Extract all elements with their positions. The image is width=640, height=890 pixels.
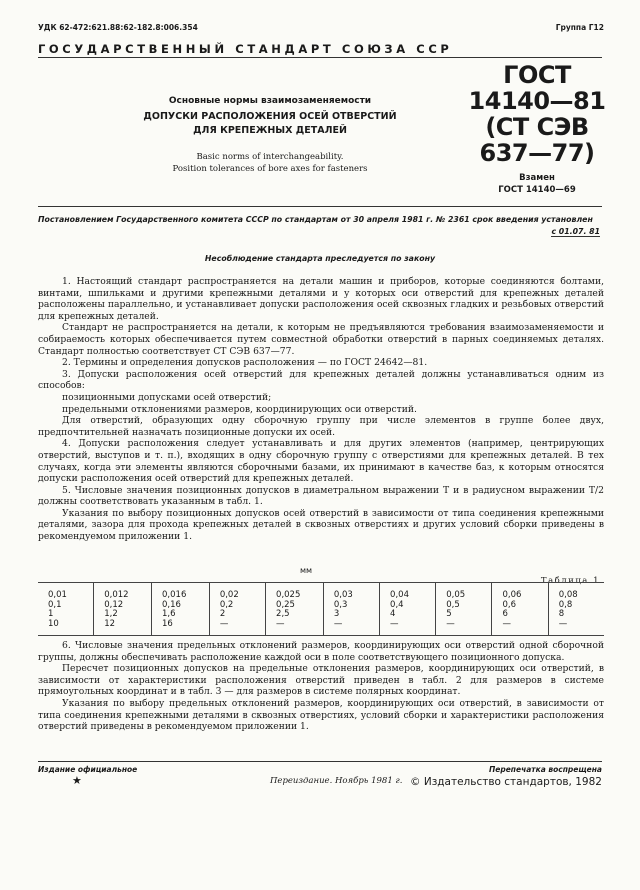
cell-value: — [333,618,343,629]
gost-line: 637—77) [479,139,595,167]
main-text-continued [38,640,604,733]
paragraph: Стандарт не распространяется на детали, к которым не предъявляются требования взаимозаменяемости и собираемость которых обеспечивается путем совместной обработки отверстий в парных соединяемых деталях. Стандарт полностью соответствует СТ СЭВ 637—77. [38,322,604,357]
cell-value: 10 [48,618,59,629]
cell-value: 0,01 [48,590,67,600]
cell-value: 12 [104,618,116,629]
decree-text: Постановлением Государственного комитета СССР по стандартам от 30 апреля 1981 г. № 2361 срок введения установлен [38,215,593,224]
paragraph: Пересчет позиционных допусков на предельные отклонения размеров, координирующих оси отверстий, в зависимости от характеристики расположения отверстий приведен в табл. 2 для размеров в системе прямоугольных координат и в табл. 3 — для размеров в системе полярных координат. [38,663,604,698]
cell-value: — [390,618,399,629]
paragraph: 1. Настоящий стандарт распространяется на детали машин и приборов, которые соединяются болтами, винтами, шпильками и другими крепежными деталями и у которых оси отверстий для крепежных деталей расположены параллельно, и устанавливает допуски расположения осей сквозных гладких и резьбовых отверстий для крепежных деталей. [38,276,604,322]
group-code: Группа Г12 [555,23,604,32]
table-row [38,583,604,636]
table-cell [492,583,548,636]
cell-value: 0,4 [390,599,404,610]
paragraph: Для отверстий, образующих одну сборочную группу при числе элементов в группе более двух, предпочтительней назначать позиционные допуски их осей. [38,415,604,438]
subtitle: Основные нормы взаимозаменяемости [168,96,372,106]
cell-value: — [219,618,229,629]
cell-value: 1,6 [162,609,176,619]
cell-value: 4 [390,609,396,619]
paragraph: 4. Допуски расположения следует устанавливать и для других элементов (например, центрирующих отверстий, выступов и т. п.), входящих в одну сборочную группу с отверстиями для крепежных деталей. В тех случаях, когда эти элементы являются сборочными базами, их принимают в качестве баз, к которым относятся допуски расположения осей отверстий для крепежных деталей. [38,438,604,485]
cell-value: 0,5 [446,599,460,610]
tolerance-table [38,582,604,636]
cell-value: 0,08 [558,590,578,600]
cell-value: 0,016 [162,590,187,600]
title-line: ДОПУСКИ РАСПОЛОЖЕНИЯ ОСЕЙ ОТВЕРСТИЙ [143,111,397,122]
cell-value: 0,025 [276,590,301,600]
cell-value: 0,12 [104,599,124,610]
divider [38,206,602,207]
english-title-line: Basic norms of interchangeability. [196,152,344,162]
english-title-line: Position tolerances of bore axes for fasteners [172,164,368,174]
effective-date: с 01.07. 81 [551,227,600,236]
reprint-prohibited: Перепечатка воспрещена [488,765,602,774]
replaces-note [462,172,612,196]
cell-value: 0,1 [48,599,62,610]
table-cell [436,583,492,636]
paragraph: 5. Числовые значения позиционных допусков в диаметральном выражении Т и в радиусном выражении Т/2 должны соответствовать указанным в табл. 1. [38,484,604,508]
cell-value: 1,2 [104,609,118,619]
cell-value: 0,3 [333,599,348,610]
table-cell [94,583,152,636]
star-icon: ★ [72,774,82,787]
english-title [120,151,420,175]
table-cell [38,583,94,636]
cell-value: 0,012 [104,590,129,600]
main-text [38,276,604,543]
title-line: ДЛЯ КРЕПЕЖНЫХ ДЕТАЛЕЙ [193,125,347,136]
divider [38,57,602,58]
table-cell [209,583,265,636]
cell-value: 0,2 [219,599,234,610]
replaces-standard: ГОСТ 14140—69 [498,185,576,195]
paragraph: позиционными допусками осей отверстий; [62,391,272,403]
reissue-note: Переиздание. Ноябрь 1981 г. [270,776,403,786]
cell-value: 1 [48,609,54,619]
cell-value: 0,16 [162,599,181,610]
cell-value: 0,04 [390,590,409,600]
cell-value: 16 [162,618,173,629]
table-unit: мм [300,566,313,575]
table-title: Таблица 1 [540,576,600,586]
paragraph: предельными отклонениями размеров, координирующих оси отверстий. [62,403,417,415]
table-cell [152,583,210,636]
table-cell [548,583,604,636]
cell-value: — [502,618,511,629]
udk-code: УДК 62-472:621.88:62-182.8:006.354 [38,23,198,32]
replaces-label: Взамен [519,173,555,183]
table-cell [266,583,324,636]
cell-value: 0,25 [276,599,295,610]
cell-value: 5 [446,609,452,619]
cell-value: 2 [219,609,226,619]
document-title [120,110,420,138]
paragraph: 6. Числовые значения предельных отклонений размеров, координирующих оси отверстий одной сборочной группы, должны обеспечивать расположение каждой оси в поле соответствующего позиционного допуска. [38,640,604,663]
divider [38,761,602,762]
cell-value: 6 [502,609,508,619]
gost-line: 14140—81 [468,87,606,115]
cell-value: 2,5 [276,609,290,619]
cell-value: 0,06 [502,590,522,600]
paragraph: Указания по выбору позиционных допусков осей отверстий в зависимости от типа соединения крепежными деталями, зазора для прохода крепежных деталей в сквозных отверстиях и других условий сборки приведены в рекомендуемом приложении 1. [38,507,604,543]
paragraph: 3. Допуски расположения осей отверстий для крепежных деталей должны устанавливаться одним из способов: [38,368,604,392]
cell-value: 0,8 [558,599,573,610]
gost-number [462,62,612,166]
cell-value: 0,6 [502,599,517,610]
paragraph: Указания по выбору предельных отклонений размеров, координирующих оси отверстий, в зависимости от типа соединения крепежными деталями в сквозных отверстиях, условий сборки и характеристики расположения отверстий приведены в рекомендуемом приложении 1. [38,697,604,733]
cell-value: 8 [558,609,565,619]
cell-value: 0,03 [333,590,353,600]
cell-value: 0,02 [219,590,239,600]
cell-value: — [558,618,568,629]
cell-value: 0,05 [446,590,466,600]
gost-line: ГОСТ [503,61,571,89]
law-notice: Несоблюдение стандарта преследуется по закону [204,254,436,263]
cell-value: 3 [333,609,340,619]
official-edition: Издание официальное [38,765,138,774]
state-standard-banner: ГОСУДАРСТВЕННЫЙ СТАНДАРТ СОЮЗА ССР [38,42,453,56]
cell-value: — [276,618,285,629]
table-cell [380,583,436,636]
cell-value: — [446,618,455,629]
copyright: © Издательство стандартов, 1982 [410,776,602,788]
paragraph: 2. Термины и определения допусков расположения — по ГОСТ 24642—81. [62,357,428,369]
table-cell [323,583,379,636]
gost-line: (СТ СЭВ [485,113,589,141]
